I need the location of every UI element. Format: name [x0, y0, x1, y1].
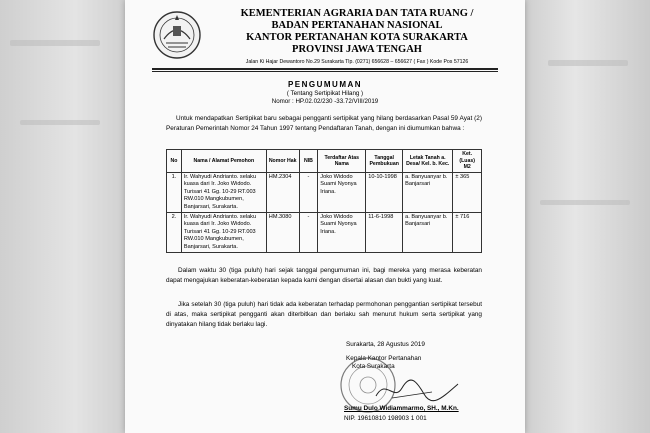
column-header: Letak Tanah a. Desa/ Kel. b. Kec.: [403, 150, 453, 173]
bpn-logo-icon: [152, 9, 202, 61]
cell-nib: -: [299, 173, 318, 213]
validity-paragraph: Jika setelah 30 (tiga puluh) hari tidak ada keberatan terhadap permohonan penggantian sertipikat tersebut di atas, maka sertipikat pengganti akan diterbitkan dan berlaku sah menurut hukum serta sertipikat yang dinyatakan hilang tidak berlaku lagi.: [166, 301, 482, 328]
letterhead-line-1: KEMENTERIAN AGRARIA DAN TATA RUANG /: [240, 8, 474, 19]
intro-paragraph: Untuk mendapatkan Sertipikat baru sebagai pengganti sertipikat yang hilang berdasarkan Pasal 59 Ayat (2) Peraturan Pemerintah Nomor 24 Tahun 1997 tentang Pendaftaran Tanah, dengan ini diumumkan bahwa :: [166, 115, 482, 132]
table-header-row: [167, 150, 482, 173]
letterhead-address: Jalan Ki Hajar Dewantoro No.29 Surakarta Tlp. (0271) 656628 – 656627 ( Fax ) Kode Pos 57126: [245, 59, 469, 65]
cell-applicant: Ir. Wahyudi Andrianto. selaku kuasa dari Ir. Joko Widodo. Turisari 41 Gg. 10-29 RT.003 RW.010 Mangkubumen, Banjarsari, Surakarta.: [181, 173, 266, 213]
cell-nib: -: [299, 213, 318, 253]
notice-subtitle-block: [150, 90, 500, 106]
column-header: Nama / Alamat Pemohon: [181, 150, 266, 173]
signatory-name: Sumu Dulo Widiammarmo, SH., M.Kn.: [344, 405, 459, 412]
cell-area: ± 716: [453, 213, 482, 253]
letterhead-rule-thin: [152, 71, 498, 72]
blurred-text: [540, 200, 630, 205]
blurred-text: [548, 60, 628, 66]
column-header: No: [167, 150, 182, 173]
table-row: [167, 173, 482, 213]
cell-date: 10-10-1998: [366, 173, 403, 213]
signature-icon: [372, 376, 462, 404]
notice-title: PENGUMUMAN: [287, 80, 363, 89]
table-row: [167, 213, 482, 253]
column-header: Nomor Hak: [266, 150, 299, 173]
cell-area: ± 365: [453, 173, 482, 213]
signatory-nip: NIP. 19610810 198903 1 001: [344, 415, 427, 422]
letterhead: [222, 8, 492, 66]
column-header: Ket. (Luas) M2: [453, 150, 482, 173]
letterhead-line-4: PROVINSI JAWA TENGAH: [292, 44, 422, 55]
cell-no: 1.: [167, 173, 182, 213]
cell-applicant: Ir. Wahyudi Andrianto. selaku kuasa dari Ir. Joko Widodo. Turisari 41 Gg. 10-29 RT.003 RW.010 Mangkubumen, Banjarsari, Surakarta.: [181, 213, 266, 253]
letterhead-line-2: BADAN PERTANAHAN NASIONAL: [271, 20, 443, 31]
signature-role-line-2: Kota Surakarta: [352, 363, 395, 370]
column-header: NIB: [299, 150, 318, 173]
cell-no: 2.: [167, 213, 182, 253]
blurred-background-left: [0, 0, 125, 433]
cell-right-number: HM.2304: [266, 173, 299, 213]
cell-right-number: HM.3080: [266, 213, 299, 253]
notice-subtitle: ( Tentang Sertipikat Hilang ): [286, 90, 364, 97]
blurred-text: [10, 40, 100, 46]
column-header: Terdaftar Atas Nama: [318, 150, 366, 173]
cell-date: 11-6-1998: [366, 213, 403, 253]
cell-location: a. Banyuanyar b. Banjarsari: [403, 173, 453, 213]
column-header: Tanggal Pembukuan: [366, 150, 403, 173]
signature-role-line-1: Kepala Kantor Pertanahan: [346, 355, 422, 362]
lost-certificate-table: [166, 149, 482, 253]
blurred-text: [20, 120, 100, 125]
letterhead-rule: [152, 68, 498, 70]
notice-number: Nomor : HP.02.02/230 -33.72/VIII/2019: [271, 98, 379, 105]
signature-place-date: Surakarta, 28 Agustus 2019: [346, 341, 425, 348]
cell-location: a. Banyuanyar b. Banjarsari: [403, 213, 453, 253]
objection-paragraph: Dalam waktu 30 (tiga puluh) hari sejak tanggal pengumuman ini, bagi mereka yang merasa keberatan dapat mengajukan keberatan-keberatan kepada kami dengan disertai alasan dan bukti yang kuat.: [166, 267, 482, 284]
cell-owner: Joko Widodo Suami Nyonya Iriana.: [318, 173, 366, 213]
cell-owner: Joko Widodo Suami Nyonya Iriana.: [318, 213, 366, 253]
letterhead-line-3: KANTOR PERTANAHAN KOTA SURAKARTA: [246, 32, 468, 43]
